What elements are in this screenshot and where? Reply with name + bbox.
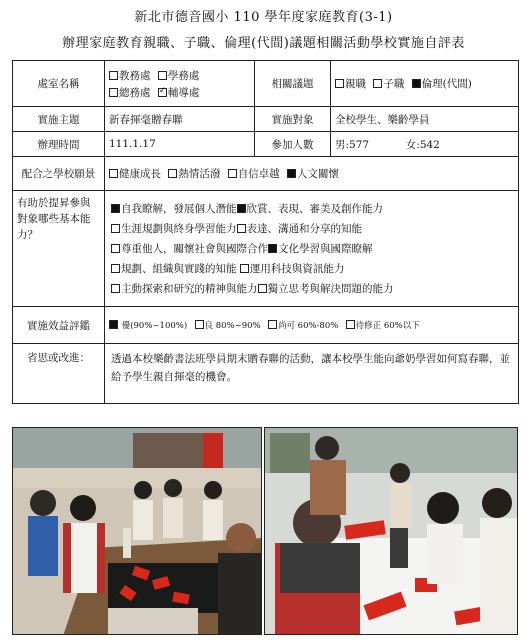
checkbox-icon[interactable] — [109, 71, 118, 80]
topic-option-parenting[interactable]: 親職 — [335, 78, 366, 90]
filled-checkbox-icon[interactable] — [412, 79, 421, 88]
ability-line — [111, 239, 514, 259]
activity-photo-left — [12, 427, 262, 635]
topic-options — [331, 61, 519, 107]
photo-section — [12, 427, 518, 635]
filled-checkbox-icon[interactable] — [237, 204, 246, 213]
checkmark-checkbox-icon[interactable] — [158, 88, 167, 97]
vision-option-passion[interactable]: 熱情活潑 — [168, 168, 220, 180]
checkbox-icon[interactable] — [111, 224, 120, 233]
ability-line — [111, 279, 514, 299]
reflect-label: 省思或改進： — [13, 344, 105, 404]
office-label: 處室名稱 — [13, 61, 105, 107]
count-label: 參加人數 — [255, 132, 331, 157]
checkbox-icon[interactable] — [268, 320, 277, 329]
office-option-counseling[interactable]: ✓ 輔導處 — [158, 87, 200, 99]
checkbox-icon[interactable] — [228, 169, 237, 178]
filled-checkbox-icon[interactable] — [109, 320, 118, 329]
reflect-text: 透過本校樂齡書法班學員期末贈春聯的活動，讓本校學生能向爺奶學習如何寫春聯，並給予學生親自揮毫的機會。 — [105, 344, 519, 404]
vision-label: 配合之學校願景 — [13, 157, 105, 191]
ability-line — [111, 259, 514, 279]
ability-label: 有助於提昇參與對象哪些基本能力？ — [13, 191, 105, 307]
checkbox-icon[interactable] — [109, 169, 118, 178]
checkbox-icon[interactable] — [346, 320, 355, 329]
target-value: 全校學生、樂齡學員 — [331, 107, 519, 132]
office-option-student[interactable]: 學務處 — [158, 70, 200, 82]
time-value: 111.1.17 — [105, 132, 255, 157]
office-option-general[interactable]: 總務處 — [109, 87, 151, 99]
topic-option-ethics[interactable]: 倫理(代間) — [412, 78, 472, 90]
eval-option-excellent[interactable]: 優(90%~100%) — [109, 321, 187, 331]
count-value — [331, 132, 519, 157]
ability-option[interactable]: 尊重他人，關懷社會與國際合作 — [111, 243, 268, 255]
vision-option-confidence[interactable]: 自信卓越 — [228, 168, 280, 180]
office-option-academic[interactable]: 教務處 — [109, 70, 151, 82]
activity-photo-right — [264, 427, 518, 635]
filled-checkbox-icon[interactable] — [111, 204, 120, 213]
eval-label: 實施效益評鑑 — [13, 307, 105, 344]
document-title: 新北市德音國小 110 學年度家庭教育(3-1) — [134, 10, 393, 25]
time-label: 辦理時間 — [13, 132, 105, 157]
checkbox-icon[interactable] — [168, 169, 177, 178]
filled-checkbox-icon[interactable] — [287, 169, 296, 178]
checkbox-icon[interactable] — [111, 284, 120, 293]
target-label: 實施對象 — [255, 107, 331, 132]
vision-option-health[interactable]: 健康成長 — [109, 168, 161, 180]
count-female: 女:542 — [405, 138, 440, 151]
evaluation-form-table — [12, 60, 519, 404]
checkbox-icon[interactable] — [111, 244, 120, 253]
checkbox-icon[interactable] — [195, 320, 204, 329]
ability-option[interactable]: 表達、溝通和分享的知能 — [237, 223, 363, 235]
topic-label: 相關議題 — [255, 61, 331, 107]
checkbox-icon[interactable] — [335, 79, 344, 88]
checkbox-icon[interactable] — [240, 264, 249, 273]
document-subtitle: 辦理家庭教育親職、子職、倫理(代間)議題相關活動學校實施自評表 — [62, 36, 465, 51]
checkbox-icon[interactable] — [109, 88, 118, 97]
eval-option-fair[interactable]: 尚可 60%-80% — [268, 321, 338, 331]
ability-option[interactable]: 規劃、組織與實踐的知能 — [111, 263, 237, 275]
eval-option-revise[interactable]: 待修正 60%以下 — [346, 321, 420, 331]
calligraphy-writing-image — [265, 428, 518, 635]
checkbox-icon[interactable] — [258, 284, 267, 293]
ability-option[interactable]: 文化學習與國際瞭解 — [268, 243, 373, 255]
ability-option[interactable]: 生涯規劃與終身學習能力 — [111, 223, 237, 235]
eval-options — [105, 307, 519, 344]
theme-value: 新春揮毫贈春聯 — [105, 107, 255, 132]
checkbox-icon[interactable] — [373, 79, 382, 88]
office-options — [105, 61, 255, 107]
checkbox-icon[interactable] — [158, 71, 167, 80]
theme-label: 實施主題 — [13, 107, 105, 132]
ability-option[interactable]: 欣賞、表現、審美及創作能力 — [237, 203, 384, 215]
ability-option[interactable]: 主動探索和研究的精神與能力 — [111, 283, 258, 295]
ability-option[interactable]: 運用科技與資訊能力 — [240, 263, 345, 275]
ability-options — [105, 191, 519, 307]
calligraphy-classroom-image — [13, 428, 262, 635]
ability-option[interactable]: 獨立思考與解決問題的能力 — [258, 283, 394, 295]
vision-option-humanity[interactable]: 人文關懷 — [287, 168, 339, 180]
ability-option[interactable]: 自我瞭解，發展個人潛能 — [111, 203, 237, 215]
filled-checkbox-icon[interactable] — [268, 244, 277, 253]
topic-option-filial[interactable]: 子職 — [373, 78, 404, 90]
ability-line — [111, 199, 514, 219]
count-male: 男:577 — [335, 138, 370, 151]
vision-options — [105, 157, 519, 191]
checkbox-icon[interactable] — [111, 264, 120, 273]
ability-line — [111, 219, 514, 239]
eval-option-good[interactable]: 良 80%~90% — [195, 321, 261, 331]
checkbox-icon[interactable] — [237, 224, 246, 233]
